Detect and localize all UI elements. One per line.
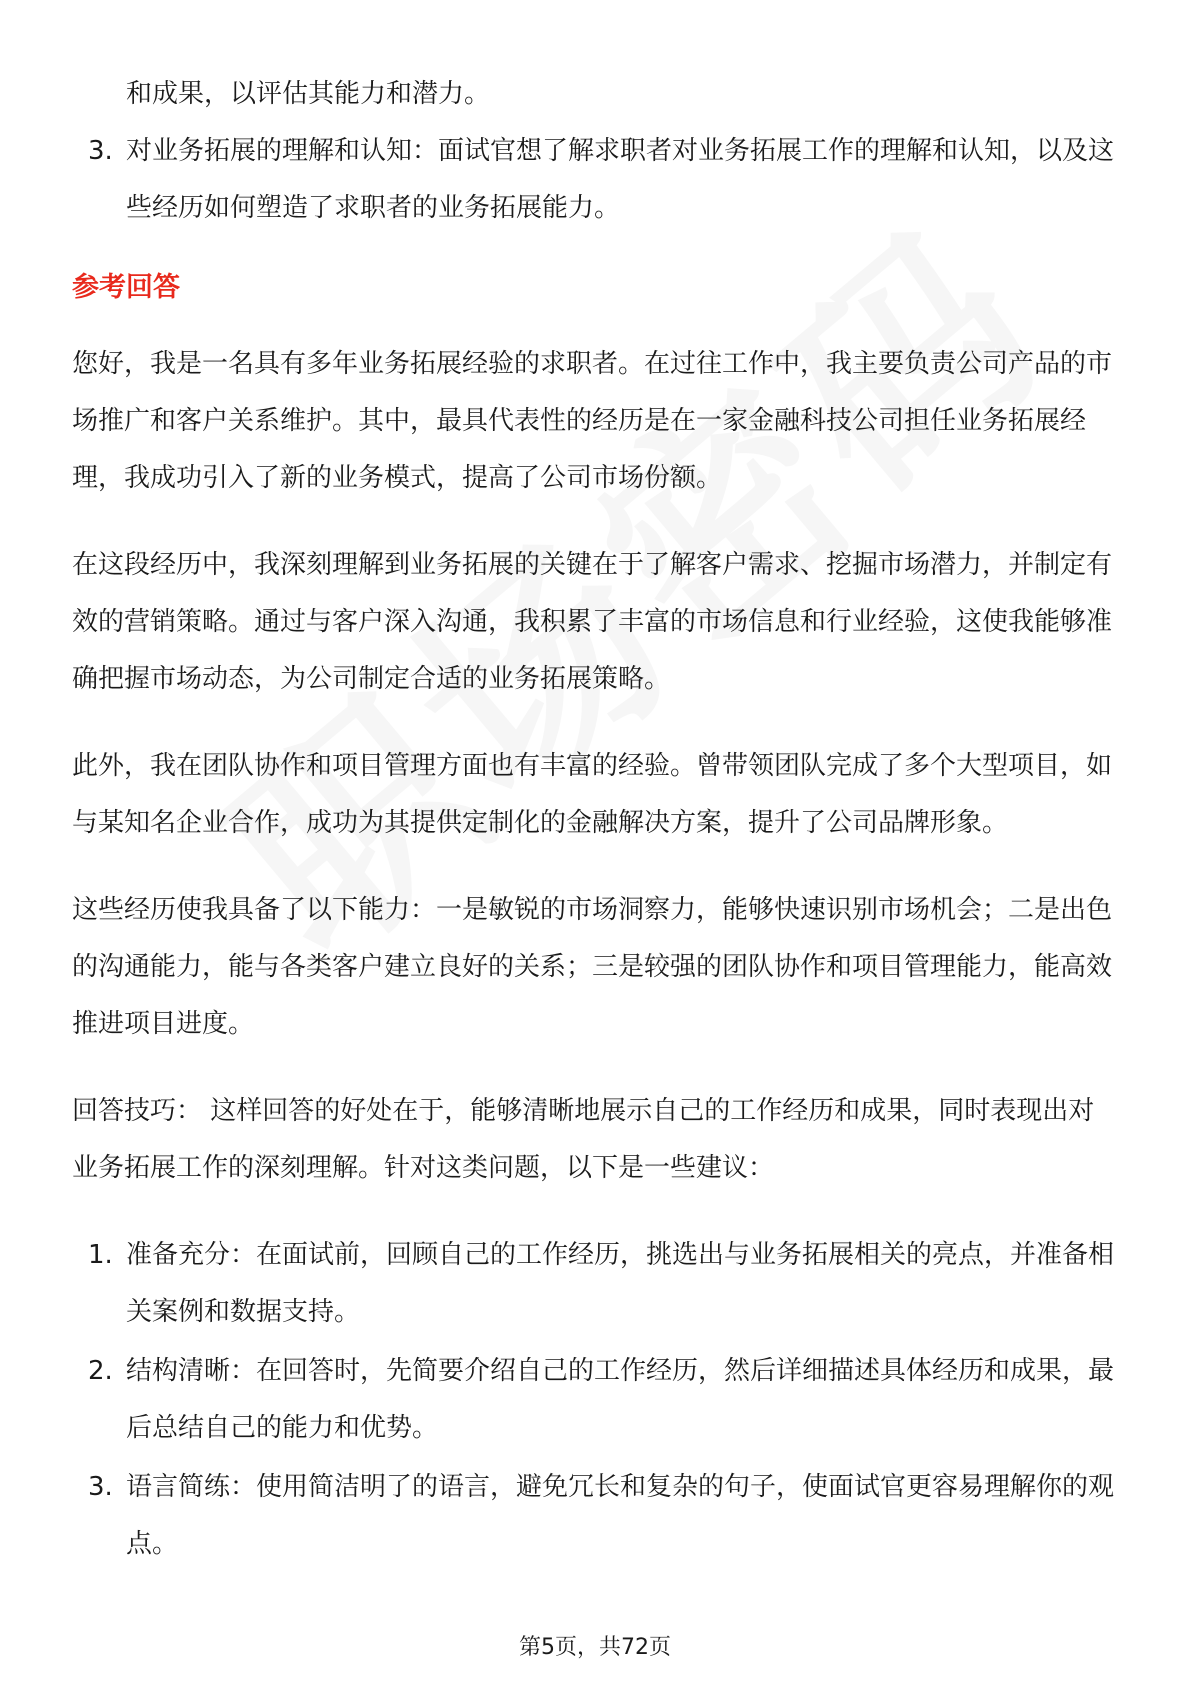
answer-tips-intro: 回答技巧： 这样回答的好处在于，能够清晰地展示自己的工作经历和成果，同时表现出对业务拓展工作的深刻理解。针对这类问题，以下是一些建议： [72, 1096, 1095, 1183]
question-intent-list [72, 123, 1120, 237]
list-number: 3. [88, 136, 113, 166]
list-item-text: 语言简练：使用简洁明了的语言，避免冗长和复杂的句子，使面试官更容易理解你的观点。 [126, 1472, 1115, 1559]
list-number: 2. [88, 1356, 113, 1386]
list-item-continuation: 和成果，以评估其能力和潜力。 [126, 79, 491, 109]
list-number: 1. [88, 1240, 113, 1270]
list-item [72, 123, 1120, 237]
document-body [72, 66, 1120, 1575]
answer-paragraph-4: 这些经历使我具备了以下能力：一是敏锐的市场洞察力，能够快速识别市场机会；二是出色的沟通能力，能与各类客户建立良好的关系；三是较强的团队协作和项目管理能力，能高效推进项目进度。 [72, 895, 1113, 1039]
tips-list [72, 1227, 1120, 1573]
page-number: 第5页，共72页 [519, 1635, 671, 1660]
answer-paragraph-2: 在这段经历中，我深刻理解到业务拓展的关键在于了解客户需求、挖掘市场潜力，并制定有效的营销策略。通过与客户深入沟通，我积累了丰富的市场信息和行业经验，这使我能够准确把握市场动态，为公司制定合适的业务拓展策略。 [72, 550, 1113, 694]
list-item-text: 对业务拓展的理解和认知：面试官想了解求职者对业务拓展工作的理解和认知，以及这些经历如何塑造了求职者的业务拓展能力。 [126, 136, 1115, 223]
list-number: 3. [88, 1472, 113, 1502]
list-item-text: 结构清晰：在回答时，先简要介绍自己的工作经历，然后详细描述具体经历和成果，最后总结自己的能力和优势。 [126, 1356, 1115, 1443]
answer-paragraph-3: 此外，我在团队协作和项目管理方面也有丰富的经验。曾带领团队完成了多个大型项目，如与某知名企业合作，成功为其提供定制化的金融解决方案，提升了公司品牌形象。 [72, 751, 1113, 838]
list-item [72, 1343, 1120, 1457]
list-item [72, 1459, 1120, 1573]
list-item-text: 准备充分：在面试前，回顾自己的工作经历，挑选出与业务拓展相关的亮点，并准备相关案例和数据支持。 [126, 1240, 1115, 1327]
answer-paragraph-1: 您好，我是一名具有多年业务拓展经验的求职者。在过往工作中，我主要负责公司产品的市场推广和客户关系维护。其中，最具代表性的经历是在一家金融科技公司担任业务拓展经理，我成功引入了新的业务模式，提高了公司市场份额。 [72, 349, 1113, 493]
list-item [72, 1227, 1120, 1341]
section-heading: 参考回答 [72, 272, 180, 303]
